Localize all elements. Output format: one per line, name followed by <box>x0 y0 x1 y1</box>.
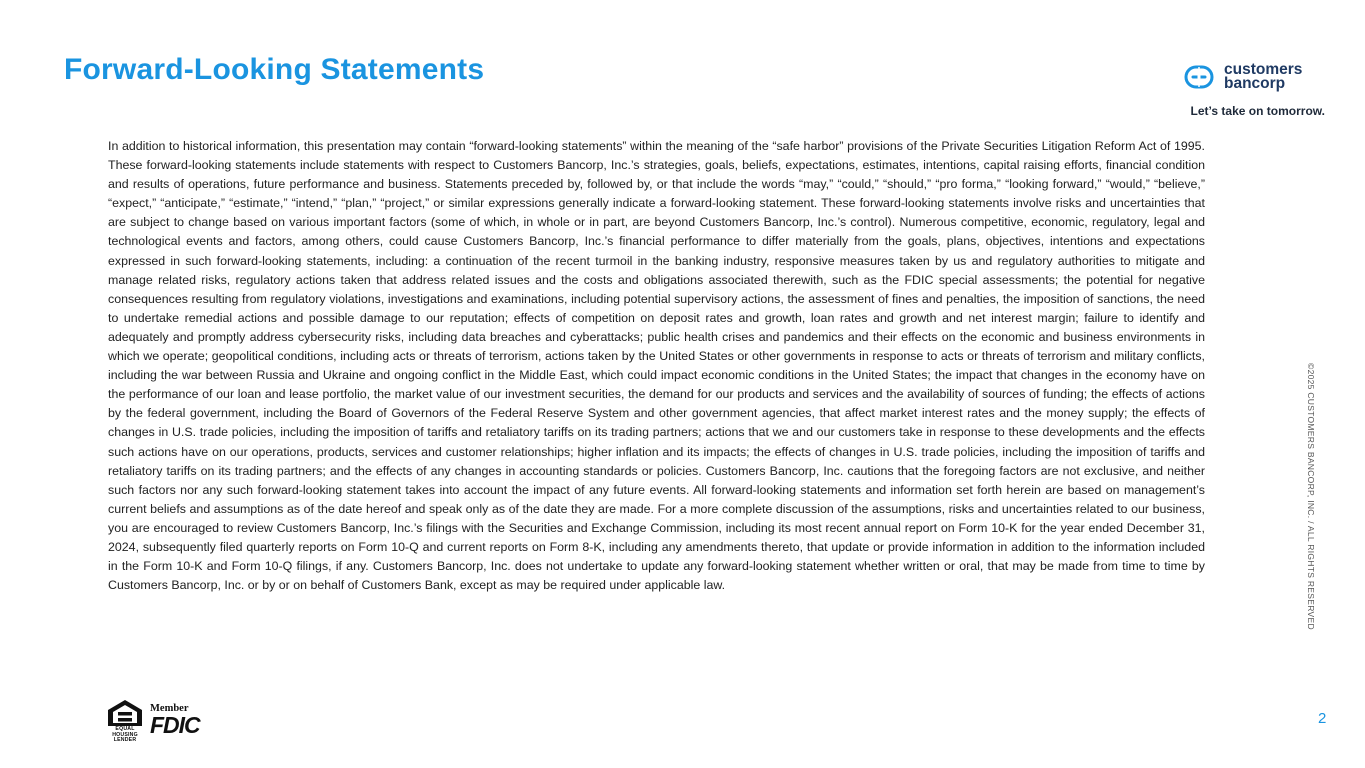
page-title: Forward-Looking Statements <box>64 53 485 86</box>
equal-housing-label <box>106 727 144 744</box>
fdic-wordmark: FDIC <box>150 712 200 738</box>
brand-logo <box>1184 62 1302 92</box>
fdic-member-label: Member <box>150 703 189 714</box>
customers-bancorp-logo-icon <box>1184 62 1214 92</box>
logo-line-1: customers <box>1224 61 1303 78</box>
logo-line-2: bancorp <box>1224 75 1286 92</box>
equal-housing-line-1: EQUAL HOUSING <box>112 726 138 738</box>
logo-wordmark <box>1224 63 1302 91</box>
page-number: 2 <box>1318 710 1327 727</box>
equal-housing-line-2: LENDER <box>113 737 137 744</box>
copyright-notice: ©2025 CUSTOMERS BANCORP, INC. / ALL RIGHTS RESERVED <box>1306 363 1316 630</box>
equal-housing-icon <box>106 699 144 727</box>
disclaimer-paragraph: In addition to historical information, this presentation may contain “forward-looking statements” within the meaning of the “safe harbor” provisions of the Private Securities Litigation Reform Act of 1995. These forward-looking statements include statements with respect to Customers Bancorp, Inc.’s strategies, goals, beliefs, expectations, estimates, intentions, capital raising efforts, financial condition and results of operations, future performance and business. Statements preceded by, followed by, or that include the words “may,” “could,” “should,” “pro forma,” “looking forward,” “would,” “believe,” “expect,” “anticipate,” “estimate,” “intend,” “plan,” “project,” or similar expressions generally indicate a forward-looking statement. These forward-looking statements involve risks and uncertainties that are subject to change based on various important factors (some of which, in whole or in part, are beyond Customers Bancorp, Inc.’s control). Numerous competitive, economic, regulatory, legal and technological events and factors, among others, could cause Customers Bancorp, Inc.’s financial performance to differ materially from the goals, plans, objectives, intentions and expectations expressed in such forward-looking statements, including: a continuation of the recent turmoil in the banking industry, responsive measures taken by us and regulatory authorities to mitigate and manage related risks, regulatory actions taken that address related issues and the costs and obligations associated therewith, such as the FDIC special assessments; the potential for negative consequences resulting from regulatory violations, investigations and examinations, including potential supervisory actions, the assessment of fines and penalties, the imposition of sanctions, the need to undertake remedial actions and possible damage to our reputation; effects of competition on deposit rates and growth, loan rates and growth and net interest margin; failure to identify and adequately and promptly address cybersecurity risks, including data breaches and cyberattacks; public health crises and pandemics and their effects on the economic and business environments in which we operate; geopolitical conditions, including acts or threats of terrorism, actions taken by the United States or other governments in response to acts or threats of terrorism and military conflicts, including the war between Russia and Ukraine and ongoing conflict in the Middle East, which could impact economic conditions in the United States; the impact that changes in the economy have on the performance of our loan and lease portfolio, the market value of our investment securities, the demand for our products and services and the availability of sources of funding; the effects of actions by the federal government, including the Board of Governors of the Federal Reserve System and other government agencies, that affect market interest rates and the money supply; the effects of changes in U.S. trade policies, including the imposition of tariffs and retaliatory tariffs on its trading partners; actions that we and our customers take in response to these developments and the effects such actions have on our operations, products, services and customer relationships; higher inflation and its impacts; the effects of changes in U.S. trade policies, including the imposition of tariffs and retaliatory tariffs on its trading partners; and the effects of any changes in accounting standards or policies. Customers Bancorp, Inc. cautions that the foregoing factors are not exclusive, and neither such factors nor any such forward-looking statement takes into account the impact of any future events. All forward-looking statements and information set forth herein are based on management’s current beliefs and assumptions as of the date hereof and speak only as of the date they are made. For a more complete discussion of the assumptions, risks and uncertainties related to our business, you are encouraged to review Customers Bancorp, Inc.’s filings with the Securities and Exchange Commission, including its most recent annual report on Form 10-K for the year ended December 31, 2024, subsequently filed quarterly reports on Form 10-Q and current reports on Form 8-K, including any amendments thereto, that update or provide information in addition to the information included in the Form 10-K and Form 10-Q filings, if any. Customers Bancorp, Inc. does not undertake to update any forward-looking statement whether written or oral, that may be made from time to time by Customers Bancorp, Inc. or by or on behalf of Customers Bank, except as may be required under applicable law. <box>108 139 1205 593</box>
tagline: Let’s take on tomorrow. <box>1190 104 1325 118</box>
fdic-member-logo <box>150 703 200 736</box>
equal-housing-lender-logo <box>106 699 144 744</box>
